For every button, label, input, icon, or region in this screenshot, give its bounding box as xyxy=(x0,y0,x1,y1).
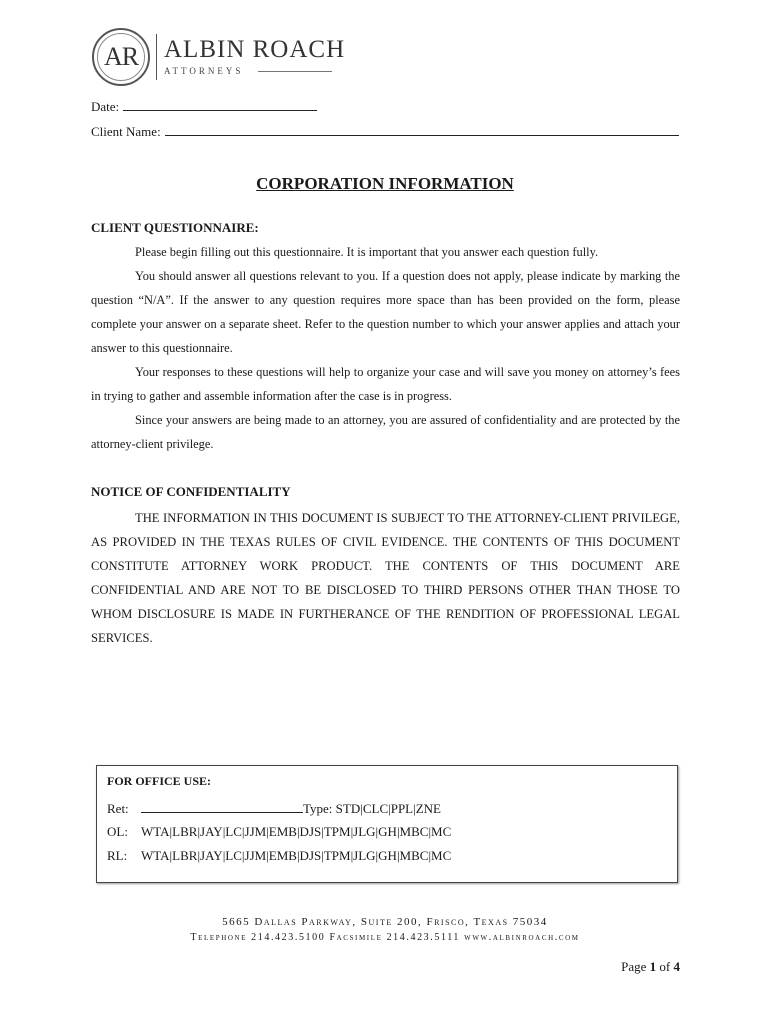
notice-text: THE INFORMATION IN THIS DOCUMENT IS SUBJECT TO THE ATTORNEY-CLIENT PRIVILEGE, AS PROVIDED IN THE TEXAS RULES OF CIVIL EVIDENCE. THE CONTENTS OF THIS DOCUMENT CONSTITUTE ATTORNEY WORK PRODUCT. THE CONTENTS OF THIS DOCUMENT ARE CONFIDENTIAL AND ARE NOT TO BE DISCLOSED TO THIRD PERSONS OTHER THAN THOSE TO WHOM DISCLOSURE IS MADE IN FURTHERANCE OF THE RENDITION OF PROFESSIONAL LEGAL SERVICES. xyxy=(91,511,680,645)
client-name-label: Client Name: xyxy=(91,124,161,139)
firm-logo xyxy=(92,28,346,90)
logo-rule xyxy=(258,71,332,72)
page-current: 1 xyxy=(649,959,657,974)
logo-monogram: AR xyxy=(103,42,139,71)
logo-divider xyxy=(156,34,157,80)
logo-firm-name: ALBIN ROACH xyxy=(164,36,346,63)
questionnaire-paragraph-4: Since your answers are being made to an attorney, you are assured of confidentiality and are protected by the attorney-client privilege. xyxy=(91,413,680,451)
date-field xyxy=(91,98,317,115)
document-title: CORPORATION INFORMATION xyxy=(256,174,514,193)
footer-address: 5665 Dallas Parkway, Suite 200, Frisco, Texas 75034 xyxy=(222,916,548,928)
client-name-input-line[interactable] xyxy=(165,123,679,136)
office-ol-row xyxy=(107,824,451,840)
rl-label: RL: xyxy=(107,848,128,863)
office-ret-row xyxy=(107,800,441,817)
notice-heading: NOTICE OF CONFIDENTIALITY xyxy=(91,484,291,499)
questionnaire-paragraph-2: You should answer all questions relevant to you. If a question does not apply, please indicate by marking the question “N/A”. If the answer to any question requires more space than has been provided on the form, please complete your answer on a separate sheet. Refer to the question number to which your answer applies and attach your answer to this questionnaire. xyxy=(91,269,680,355)
questionnaire-heading: CLIENT QUESTIONNAIRE: xyxy=(91,220,259,235)
date-label: Date: xyxy=(91,99,120,114)
questionnaire-paragraph-1: Please begin filling out this questionnaire. It is important that you answer each question fully. xyxy=(135,245,599,259)
office-rl-row xyxy=(107,848,451,864)
ol-label: OL: xyxy=(107,824,128,839)
page-prefix: Page xyxy=(621,959,647,974)
client-name-field xyxy=(91,123,679,140)
ret-input-line[interactable] xyxy=(141,800,303,813)
ol-options: WTA|LBR|JAY|LC|JJM|EMB|DJS|TPM|JLG|GH|MBC|MC xyxy=(141,824,452,839)
logo-subtitle: ATTORNEYS xyxy=(164,66,244,76)
questionnaire-paragraph-3: Your responses to these questions will help to organize your case and will save you money on attorney’s fees in trying to gather and assemble information after the case is in progress. xyxy=(91,365,680,403)
page-total: 4 xyxy=(673,959,680,974)
office-use-title: FOR OFFICE USE: xyxy=(107,774,212,788)
page-number xyxy=(621,959,680,975)
office-use-box xyxy=(96,765,678,883)
page-of: of xyxy=(659,959,671,974)
type-options: Type: STD|CLC|PPL|ZNE xyxy=(303,801,441,816)
footer-contact: Telephone 214.423.5100 Facsimile 214.423.5111 www.albinroach.com xyxy=(190,932,580,943)
rl-options: WTA|LBR|JAY|LC|JJM|EMB|DJS|TPM|JLG|GH|MBC|MC xyxy=(141,848,452,863)
ret-label: Ret: xyxy=(107,801,129,816)
date-input-line[interactable] xyxy=(123,98,317,111)
